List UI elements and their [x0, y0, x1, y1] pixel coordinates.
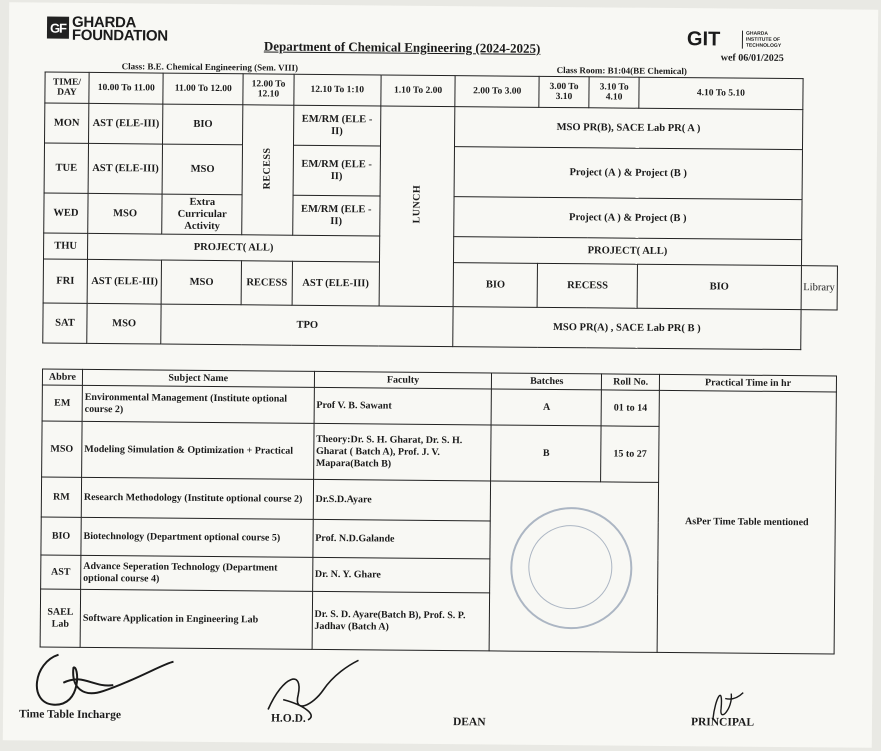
git-sub-line3: TECHNOLOGY [745, 42, 782, 49]
day-label: TUE [44, 143, 88, 193]
effective-date: wef 06/01/2025 [720, 52, 784, 64]
cell: EM/RM (ELE -II) [293, 145, 381, 196]
cell: AST (ELE-III) [88, 143, 163, 194]
cell: EM/RM (ELE -II) [292, 195, 379, 236]
cell: MSO [87, 303, 162, 344]
day-label: THU [43, 233, 87, 259]
cell-morning: TPO [161, 304, 453, 347]
abbr: BIO [41, 517, 81, 555]
git-logo-icon: GIT [686, 28, 721, 51]
subject-name: Modeling Simulation & Optimization + Practical [82, 421, 314, 479]
recess-column [242, 105, 294, 235]
abbr: RM [41, 477, 81, 517]
git-logo-subtext [742, 31, 781, 49]
day-label: SAT [43, 303, 87, 343]
slot-header: 12.00 To 12.10 [243, 74, 294, 105]
cell: BIO [637, 264, 800, 309]
roll-no: 15 to 27 [601, 426, 659, 483]
lunch-column [379, 106, 455, 307]
git-sub-line1: GHARDA [745, 30, 768, 37]
cell-afternoon: PROJECT( ALL) [454, 237, 801, 266]
faculty: Dr. S. D. Ayare(Batch B), Prof. S. P. Jadhav (Batch A) [312, 591, 490, 651]
cell: Extra Curricular Activity [162, 194, 242, 235]
timetable-row-sat [43, 303, 837, 350]
cell: RECESS [241, 261, 292, 305]
department-title: Department of Chemical Engineering (2024-2025) [263, 38, 541, 56]
slot-header: 4.10 To 5.10 [639, 77, 802, 109]
day-label: FRI [43, 259, 87, 303]
timetable-row-mon [45, 103, 839, 150]
day-label: MON [45, 103, 89, 143]
col-header: Batches [492, 373, 602, 390]
batch: B [491, 425, 601, 482]
slot-header: 12.10 To 1:10 [294, 74, 381, 106]
cell: EM/RM (ELE -II) [293, 105, 380, 146]
stamp-inner-ring [528, 525, 613, 610]
subject-name: Biotechnology (Department optional course 5) [81, 517, 313, 557]
cell: RECESS [537, 263, 638, 308]
subject-name: Environmental Management (Institute optional course 2) [82, 385, 314, 423]
lunch-vertical-label: LUNCH [410, 184, 423, 224]
slot-header: 11.00 To 12.00 [163, 73, 243, 105]
col-header: Abbre [42, 369, 82, 385]
cell: BIO [163, 104, 243, 145]
col-header: Faculty [314, 371, 492, 389]
slot-header: 1.10 To 2.00 [381, 75, 456, 107]
incharge-signature-icon [23, 642, 194, 718]
slot-header: 3.10 To 4.10 [589, 77, 640, 108]
logo-line1: GHARDA [71, 13, 137, 32]
slot-header: 3.00 To 3.10 [539, 76, 589, 107]
git-sub-line2: INSTITUTE OF [745, 36, 781, 43]
subject-name: Research Methodology (Institute optional course 2) [81, 477, 313, 519]
recess-vertical-label: RECESS [261, 146, 273, 189]
cell-morning: PROJECT( ALL) [88, 233, 380, 262]
timetable-document [3, 2, 878, 748]
abbr: MSO [42, 421, 82, 477]
faculty: Theory:Dr. S. H. Gharat, Dr. S. H. Gharat ( Batch A), Prof. J. V. Mapara(Batch B) [313, 423, 491, 481]
gharda-foundation-logo-text [71, 13, 168, 45]
faculty: Dr. N. Y. Ghare [312, 557, 490, 593]
cell-afternoon: MSO PR(A) , SACE Lab PR( B ) [453, 307, 801, 350]
col-header: Subject Name [82, 369, 314, 387]
class-label: Class: B.E. Chemical Engineering (Sem. VIII) [121, 61, 299, 73]
col-header: Practical Time in hr [660, 374, 837, 392]
subject-name: Advance Seperation Technology (Department optional course 4) [81, 555, 313, 591]
cell: MSO [162, 260, 242, 305]
cell: AST (ELE-III) [89, 103, 164, 144]
faculty: Prof V. B. Sawant [314, 387, 492, 425]
hod-label: H.O.D. [270, 712, 306, 725]
faculty: Prof. N.D.Galande [313, 519, 491, 559]
cell-afternoon: Project (A ) & Project (B ) [454, 197, 802, 240]
principal-label: PRINCIPAL [690, 716, 755, 729]
classroom-label: Class Room: B1:04(BE Chemical) [556, 65, 687, 77]
dean-label: DEAN [452, 716, 486, 729]
subject-table [40, 369, 837, 655]
subject-name: Software Application in Engineering Lab [80, 589, 312, 649]
abbr: EM [42, 385, 82, 421]
roll-no: 01 to 14 [601, 390, 659, 427]
department-stamp-icon [510, 507, 633, 630]
day-label: WED [44, 193, 88, 233]
timetable-grid [42, 72, 839, 351]
faculty: Dr.S.D.Ayare [313, 479, 491, 521]
col-header: Roll No. [602, 374, 660, 391]
logo-line2: FOUNDATION [71, 26, 168, 45]
incharge-label: Time Table Incharge [18, 708, 122, 722]
cell: MSO [163, 144, 243, 195]
cell-afternoon: MSO PR(B), SACE Lab PR( A ) [455, 107, 803, 150]
cell: AST (ELE-III) [292, 261, 379, 306]
slot-header: 10.00 To 11.00 [89, 72, 164, 104]
cell: BIO [453, 263, 537, 308]
gharda-logo-icon: GF [47, 17, 69, 39]
practical-time-note: AsPer Time Table mentioned [657, 390, 836, 654]
abbr: AST [41, 555, 81, 589]
cell: AST (ELE-III) [87, 259, 162, 304]
cell: MSO [88, 193, 163, 234]
time-day-header: TIME/ DAY [45, 72, 89, 103]
cell: Library [801, 266, 838, 310]
cell-afternoon: Project (A ) & Project (B ) [454, 147, 802, 200]
abbr: SAEL Lab [40, 589, 80, 647]
batch: A [492, 389, 602, 426]
slot-header: 2.00 To 3.00 [455, 76, 539, 108]
